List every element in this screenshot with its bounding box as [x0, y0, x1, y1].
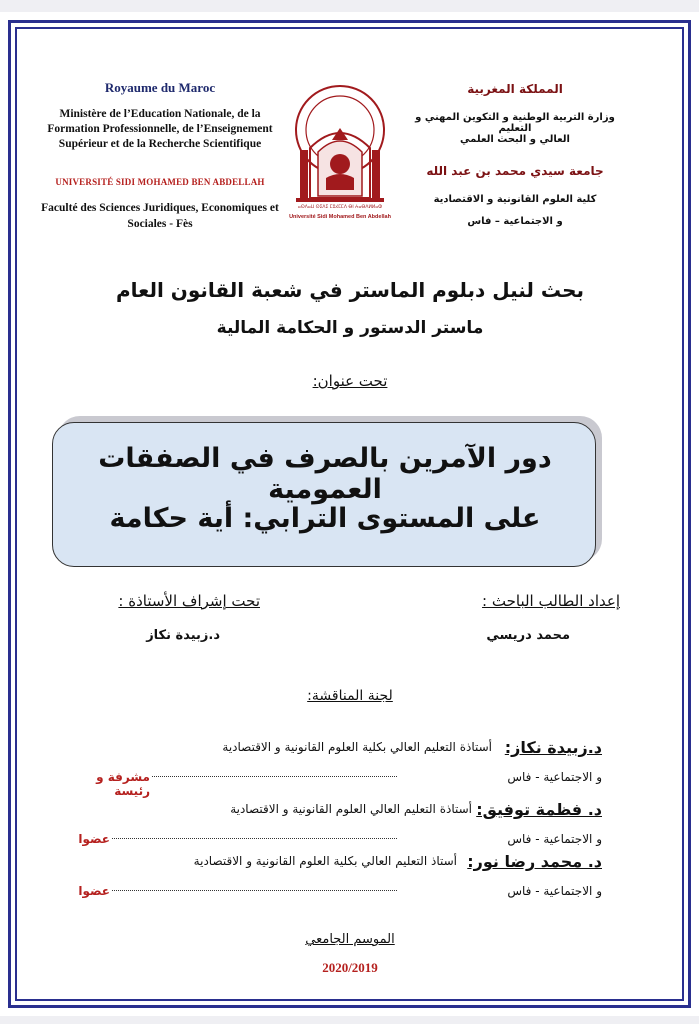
university-ar: جامعة سيدي محمد بن عبد الله [426, 164, 604, 178]
committee-member [62, 800, 602, 856]
committee-member [62, 738, 602, 798]
thesis-title-line2: على المستوى الترابي: أية حكامة [109, 503, 541, 534]
thesis-title-line1: دور الآمرين بالصرف في الصفقات العمومية [98, 443, 552, 505]
dotted-leader [112, 890, 397, 891]
member-role: عضوا [78, 884, 110, 898]
document-page [0, 12, 699, 1016]
member-name: د. محمد رضا نور: [467, 852, 602, 871]
supervisor-name: د.زبيدة نكاز [146, 628, 220, 643]
member-description: أستاذة التعليم العالي العلوم القانونية و الاقتصادية [230, 802, 472, 816]
logo-caption-bottom: Université Sidi Mohamed Ben Abdellah [289, 214, 391, 220]
under-title-label: تحت عنوان: [312, 372, 388, 390]
member-description-line2: و الاجتماعية - فاس [507, 770, 602, 784]
ministry-ar-line1: وزارة التربية الوطنية و التكوين المهني و التعليم [415, 112, 615, 134]
faculty-fr: Faculté des Sciences Juridiques, Economiques et Sociales - Fès [41, 202, 279, 230]
student-name: محمد دريسي [486, 628, 570, 643]
university-fr: UNIVERSITÉ SIDI MOHAMED BEN ABDELLAH [55, 177, 265, 187]
member-description-line2: و الاجتماعية - فاس [507, 884, 602, 898]
title-box [52, 422, 596, 567]
committee-member [62, 852, 602, 908]
member-role: عضوا [78, 832, 110, 846]
committee-label: لجنة المناقشة: [307, 688, 393, 704]
kingdom-fr: Royaume du Maroc [104, 80, 216, 95]
prepared-by-label: إعداد الطالب الباحث : [482, 592, 620, 610]
academic-year-label: الموسم الجامعي [305, 932, 395, 947]
university-logo [280, 78, 400, 228]
academic-year-value: 2020/2019 [322, 960, 378, 975]
degree-line1: بحث لنيل دبلوم الماستر في شعبة القانون العام [115, 278, 584, 302]
member-description: أستاذة التعليم العالي بكلية العلوم القانونية و الاقتصادية [222, 740, 492, 754]
dotted-leader [112, 838, 397, 839]
logo-caption-top: ⴰⵙⴷⴰⵡ ⵙⵉⴷⵉ ⵎⵓⵃⵎⵎⴷ ⴱⵏ ⵄⴰⴱⴷⵍⵍⴰⵀ [297, 205, 383, 210]
member-description-line2: و الاجتماعية - فاس [507, 832, 602, 846]
ministry-ar-line2: العالي و البحث العلمي [460, 134, 570, 145]
supervised-by-label: تحت إشراف الأستاذة : [118, 592, 260, 610]
kingdom-ar: المملكة المغربية [467, 82, 563, 96]
member-description: أستاذ التعليم العالي بكلية العلوم القانونية و الاقتصادية [193, 854, 457, 868]
member-name: د.زبيدة نكاز: [504, 738, 602, 757]
degree-line2: ماستر الدستور و الحكامة المالية [216, 318, 484, 338]
dotted-leader [152, 776, 397, 777]
member-name: د. فظمة توفيق: [476, 800, 602, 819]
ministry-fr: Ministère de l’Education Nationale, de la Formation Professionnelle, de l’Enseignement Supérieur et de la Recherche Scientifique [47, 108, 273, 150]
member-role: مشرفة و رئيسة [96, 770, 150, 798]
faculty-ar-line1: كلية العلوم القانونية و الاقتصادية [433, 194, 597, 205]
faculty-ar-line2: و الاجتماعية – فاس [467, 216, 563, 227]
